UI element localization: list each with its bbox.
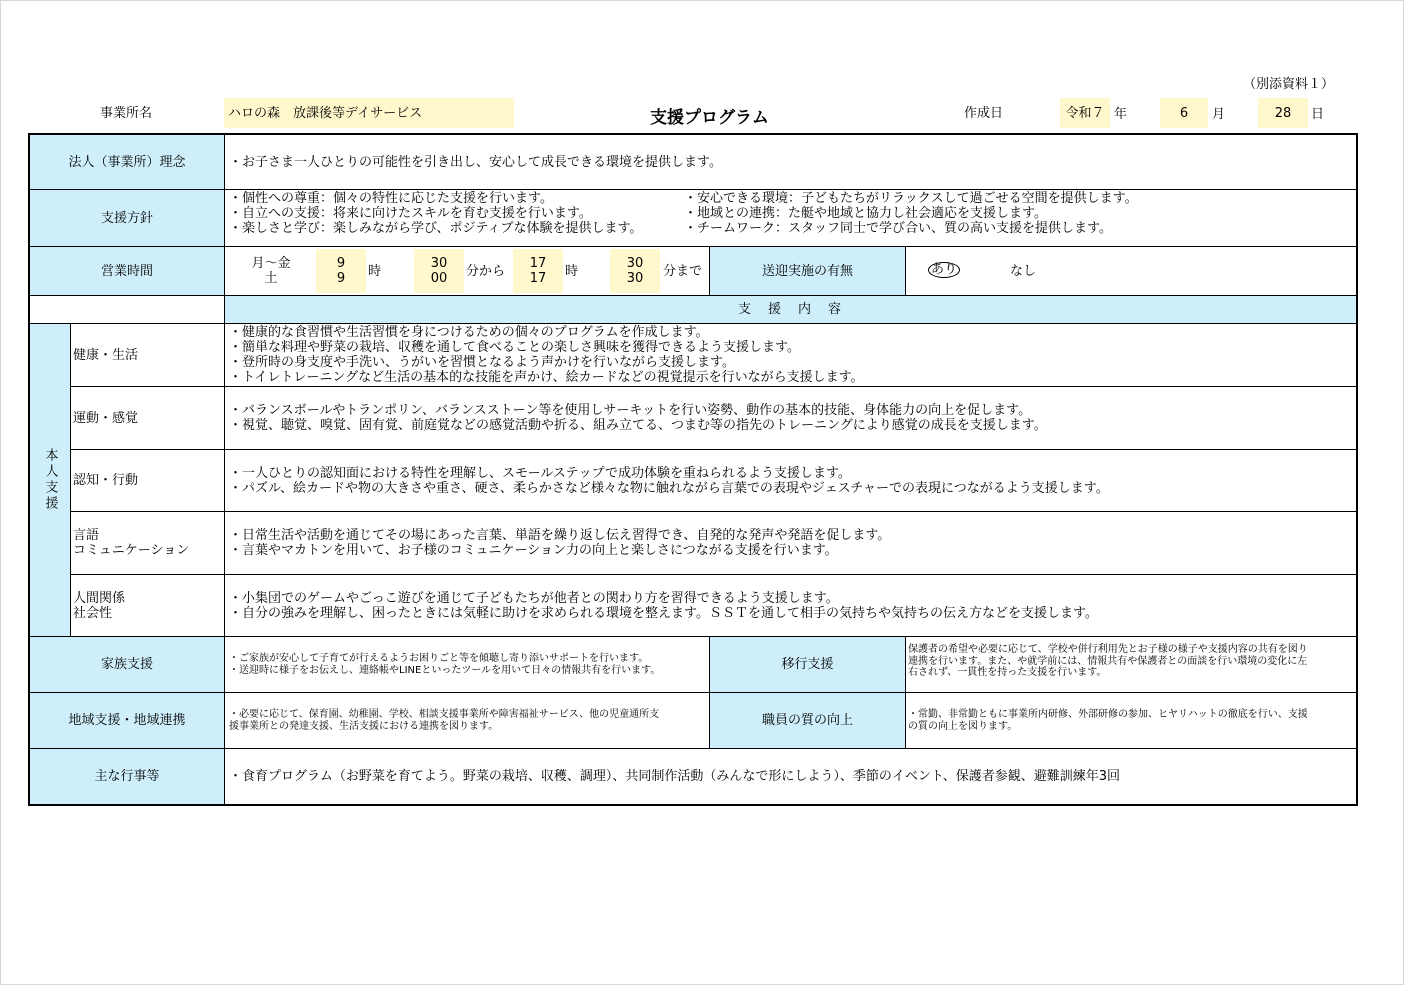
end-min-saturday: 30 (626, 271, 644, 286)
hours-label: 営業時間 (30, 247, 224, 295)
office-name-field[interactable] (224, 98, 514, 128)
events-content (229, 749, 1120, 804)
staff-quality-content (908, 693, 1308, 748)
divider (70, 324, 71, 636)
transport-yes-option[interactable] (928, 262, 960, 278)
motor-sensory-content (229, 387, 1047, 449)
month-unit: 月 (1212, 107, 1226, 122)
support-line: ・日常生活や活動を通じてその場にあった言葉、単語を繰り返し伝え習得でき、自発的な発声や発語を促します。 (229, 528, 891, 543)
support-content-header: 支 援 内 容 (225, 296, 1356, 323)
era-value: 令和７ (1065, 105, 1105, 121)
policy-left-list (229, 191, 642, 236)
office-name: ハロの森 放課後等デイサービス (228, 105, 423, 121)
end-hour-saturday: 17 (529, 271, 547, 286)
transport-no-option[interactable]: なし (1010, 264, 1037, 279)
support-line: 右されず、一貫性を持った支援を行います。 (908, 667, 1107, 678)
policy-item: ・個性への尊重：個々の特性に応じた支援を行います。 (229, 191, 553, 206)
self-support-label-cell (30, 324, 70, 636)
events-label: 主な行事等 (30, 749, 224, 804)
family-support-content (229, 637, 660, 692)
transport-label: 送迎実施の有無 (710, 247, 905, 295)
day-unit: 日 (1311, 107, 1325, 122)
cognition-behavior-label: 認知・行動 (73, 473, 139, 488)
cognition-behavior-content (229, 450, 1109, 511)
support-line: ・小集団でのゲームやごっこ遊びを通じて子どもたちが他者との関わり方を習得できるよう支援します。 (229, 590, 839, 606)
support-line: ・パズル、絵カードや物の大きさや重さ、硬さ、柔らかさなど様々な物に触れながら言葉での表現やジェスチャーでの表現につながるよう支援します。 (229, 480, 1109, 496)
support-line: ・必要に応じて、保育園、幼稚園、学校、相談支援事業所や障害福祉サービス、他の児童通所支 (229, 709, 660, 720)
support-line: ・一人ひとりの認知面における特性を理解し、スモールステップで成功体験を重ねられるよう支援します。 (229, 465, 851, 481)
relationships-social-content (229, 575, 1098, 636)
era-field[interactable] (1060, 98, 1110, 128)
end-hour-field[interactable] (513, 249, 563, 293)
policy-item: ・楽しさと学び：楽しみながら学び、ポジティブな体験を提供します。 (229, 221, 643, 236)
community-support-label: 地域支援・地域連携 (30, 693, 224, 748)
hour-unit-2: 時 (565, 264, 579, 279)
support-line: ・視覚、聴覚、嗅覚、固有覚、前庭覚などの感覚活動や折る、組み立てる、つまむ等の指先のトレーニングにより感覚の成長を支援します。 (229, 418, 1047, 433)
health-life-label: 健康・生活 (73, 347, 139, 363)
support-line: ・簡単な料理や野菜の栽培、収穫を通して食べることの楽しさ興味を獲得できるよう支援します。 (229, 340, 800, 355)
support-line: 連携を行います。また、や就学前には、情報共有や保護者との面談を行い環境の変化に左 (908, 655, 1308, 667)
until-label: 分まで (663, 264, 703, 279)
transport-yes: あり (928, 262, 960, 278)
transition-support-label: 移行支援 (710, 637, 905, 692)
support-line: ・言葉やマカトンを用いて、お子様のコミュニケーション力の向上と楽しさにつながる支援を行います。 (229, 543, 838, 558)
start-minute-field[interactable] (414, 249, 464, 293)
policy-item: ・自立への支援：将来に向けたスキルを育む支援を行います。 (229, 206, 592, 221)
day-field[interactable] (1258, 98, 1308, 128)
days-weekday: 月～金 (251, 256, 291, 271)
support-line: の質の向上を図ります。 (908, 720, 1018, 732)
start-hour-weekday: 9 (336, 256, 346, 271)
support-line: 援事業所との発達支援、生活支援における連携を図ります。 (229, 720, 499, 732)
philosophy-text (229, 135, 1349, 189)
policy-item: ・安心できる環境：子どもたちがリラックスして過ごせる空間を提供します。 (684, 191, 1138, 206)
start-hour-saturday: 9 (336, 271, 346, 286)
policy-item: ・チームワーク：スタッフ同士で学び合い、質の高い支援を提供します。 (684, 221, 1112, 236)
philosophy-label: 法人（事業所）理念 (30, 135, 224, 189)
family-support-label: 家族支援 (30, 637, 224, 692)
support-line: ・常勤、非常勤ともに事業所内研修、外部研修の参加、ヒヤリハットの徹底を行い、支援 (908, 709, 1308, 720)
day-value: 28 (1274, 105, 1292, 121)
support-line: ・トイレトレーニングなど生活の基本的な技能を声かけ、絵カードなどの視覚提示を行いながら支援します。 (229, 370, 864, 385)
support-line: ・送迎時に様子をお伝えし、連絡帳やLINEといったツールを用いて日々の情報共有を行います。 (229, 664, 661, 676)
office-label: 事業所名 (100, 106, 153, 121)
policy-right-list (684, 191, 1138, 236)
support-line: ・バランスボールやトランポリン、バランスストーン等を使用しサーキットを行い姿勢、動作の基本的技能、身体能力の向上を促します。 (229, 403, 1032, 418)
hour-unit: 時 (368, 264, 382, 279)
created-label: 作成日 (964, 106, 1004, 121)
health-life-content (229, 325, 864, 385)
days-saturday: 土 (264, 271, 278, 286)
label-column-divider (224, 135, 225, 804)
staff-quality-label: 職員の質の向上 (710, 693, 905, 748)
end-minute-field[interactable] (610, 249, 660, 293)
divider (30, 246, 1356, 247)
support-line: ・登所時の身支度や手洗い、うがいを習慣となるよう声かけを行いながら支援します。 (229, 355, 735, 370)
self-support-label: 本人支援 (42, 448, 58, 512)
relationships-social-label: 人間関係 社会性 (73, 590, 126, 621)
philosophy-text-line: ・お子さま一人ひとりの可能性を引き出し、安心して成長できる環境を提供します。 (229, 154, 722, 170)
language-communication-content (229, 512, 890, 574)
transition-support-content (908, 644, 1308, 679)
support-line: ・健康的な食習慣や生活習慣を身につけるための個々のプログラムを作成します。 (229, 325, 709, 340)
divider (905, 247, 906, 295)
page-title: 支援プログラム (650, 108, 769, 128)
support-line: ・ご家族が安心して子育てが行えるようお困りごと等を傾聴し寄り添いサポートを行います。 (229, 653, 649, 664)
policy-label: 支援方針 (30, 190, 224, 246)
divider (30, 323, 1356, 324)
language-communication-label: 言語 コミュニケーション (73, 528, 190, 558)
hours-days (250, 256, 292, 286)
start-hour-field[interactable] (316, 249, 366, 293)
start-min-weekday: 30 (430, 256, 448, 271)
end-min-weekday: 30 (626, 256, 644, 271)
policy-item: ・地域との連携：た艇や地域と協力し社会適応を支援します。 (684, 206, 1047, 221)
end-hour-weekday: 17 (529, 256, 547, 271)
attachment-label: （別添資料１） (1243, 77, 1335, 92)
support-line: 保護者の希望や必要に応じて、学校や併行利用先とお子様の様子や支援内容の共有を図り (908, 644, 1308, 655)
motor-sensory-label: 運動・感覚 (73, 410, 139, 426)
start-min-saturday: 00 (430, 271, 448, 286)
month-field[interactable] (1160, 98, 1208, 128)
month-value: 6 (1179, 105, 1189, 121)
divider (30, 189, 1356, 190)
community-support-content (229, 693, 659, 748)
support-line: ・自分の強みを理解し、困ったときには気軽に助けを求められる環境を整えます。ＳＳＴを通して相手の気持ちや気持ちの伝え方などを支援します。 (229, 605, 1098, 621)
events-text: ・食育プログラム（お野菜を育てよう。野菜の栽培、収穫、調理）、共同制作活動（みんなで形にしよう）、季節のイベント、保護者参観、避難訓練年3回 (229, 769, 1120, 784)
from-label: 分から (466, 264, 506, 279)
year-unit: 年 (1114, 107, 1128, 122)
